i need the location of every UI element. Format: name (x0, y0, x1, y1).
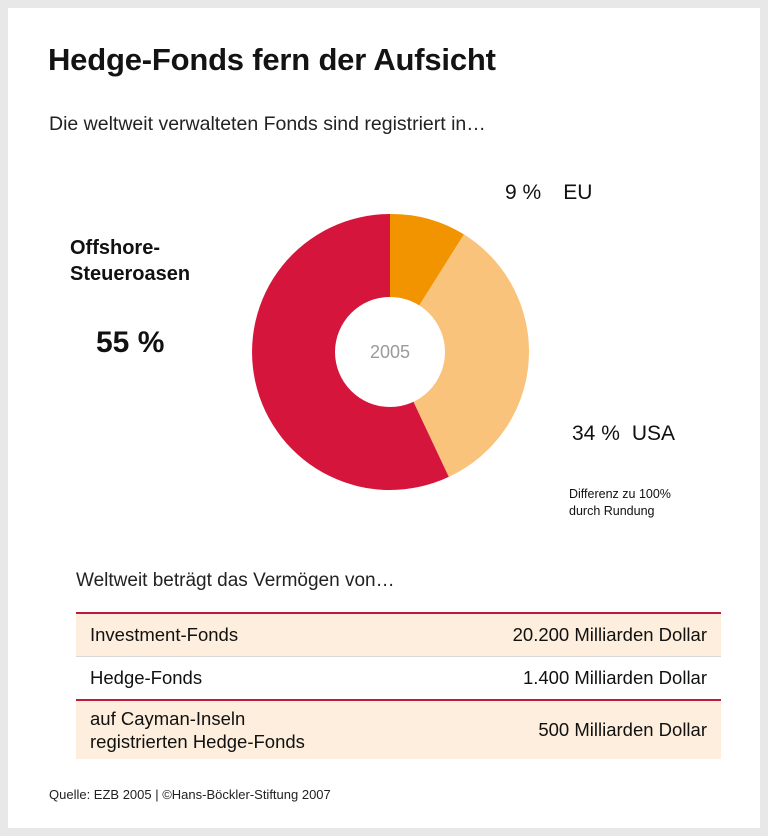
page-subtitle: Die weltweit verwalteten Fonds sind registriert in… (49, 113, 486, 135)
label-usa-name: USA (631, 422, 676, 445)
label-eu-pct: 9 % (505, 181, 542, 204)
rounding-note-line1: Differenz zu 100% (569, 487, 671, 501)
label-offshore (70, 236, 190, 287)
label-usa-pct: 34 % (572, 422, 620, 445)
label-eu-name: EU (563, 181, 593, 204)
label-offshore-pct: 55 % (96, 326, 165, 359)
table-row (76, 657, 721, 699)
label-eu (505, 181, 592, 205)
table-row-value: 20.200 Milliarden Dollar (512, 624, 707, 645)
table-row-label-line2: registrierten Hedge-Fonds (90, 731, 305, 752)
label-offshore-line2: Steueroasen (70, 262, 191, 285)
table-row (76, 614, 721, 656)
rounding-note-line2: durch Rundung (569, 503, 655, 518)
table-row-value: 500 Milliarden Dollar (538, 719, 707, 740)
donut-chart (218, 176, 562, 528)
page-title: Hedge-Fonds fern der Aufsicht (48, 42, 496, 77)
donut-hole (335, 297, 445, 407)
table-row-label (90, 707, 305, 753)
assets-table (76, 612, 721, 759)
table-row (76, 701, 721, 759)
infographic-canvas (8, 8, 760, 828)
label-offshore-line1: Offshore- (70, 237, 160, 259)
label-usa (572, 422, 675, 446)
donut-svg (218, 176, 562, 528)
source-note: Quelle: EZB 2005 | ©Hans-Böckler-Stiftung 2007 (49, 787, 331, 802)
donut-center-label: 2005 (369, 341, 411, 362)
table-row-label: Investment-Fonds (90, 624, 239, 646)
table-row-label: Hedge-Fonds (90, 667, 203, 689)
rounding-note (569, 486, 671, 520)
table-row-label-line1: auf Cayman-Inseln (90, 707, 246, 729)
table-row-value: 1.400 Milliarden Dollar (522, 667, 707, 688)
table-caption: Weltweit beträgt das Vermögen von… (76, 570, 395, 591)
